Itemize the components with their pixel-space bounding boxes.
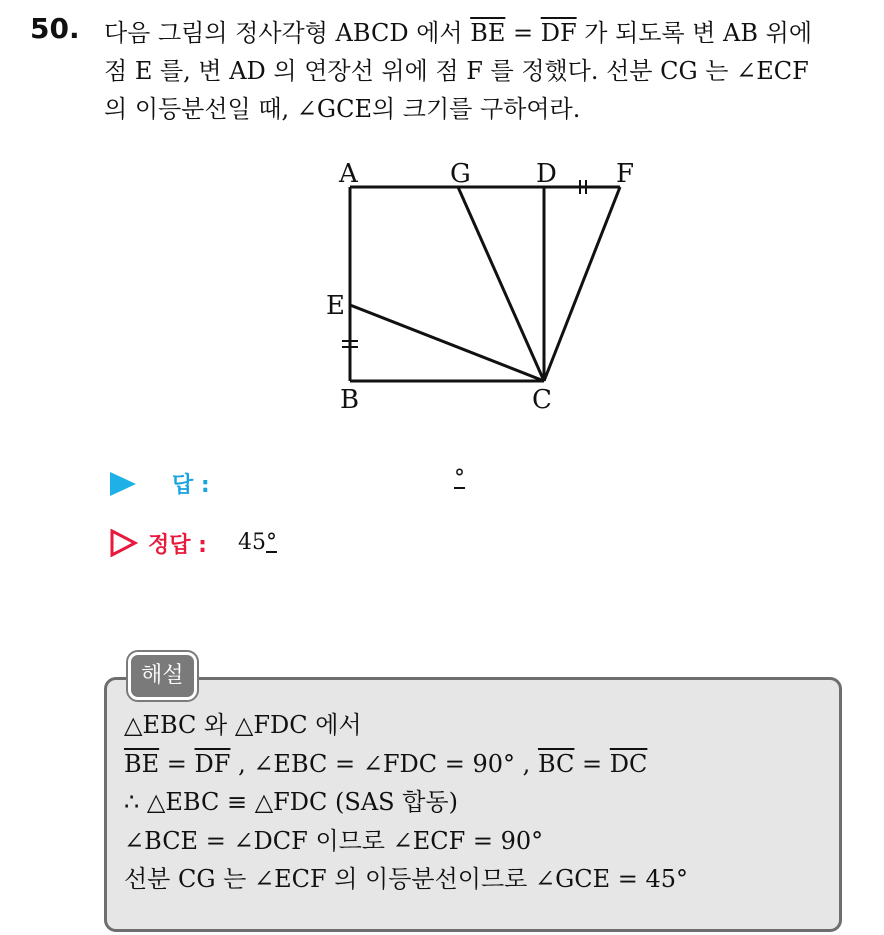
solution-line-5: 선분 CG 는 ∠ECF 의 이등분선이므로 ∠GCE = 45° xyxy=(124,865,689,893)
answer-unit: ° xyxy=(454,466,465,491)
correct-arrow-icon xyxy=(110,529,138,557)
label-e: E xyxy=(326,291,345,321)
solution-line-3: ∴ △EBC ≡ △FDC (SAS 합동) xyxy=(124,788,458,816)
label-b: B xyxy=(340,385,360,415)
answer-arrow-icon xyxy=(110,472,136,496)
correct-answer-label: 정답 : xyxy=(148,533,207,558)
segment-be: $\overline{BE}$ xyxy=(470,19,506,47)
solution-line-4: ∠BCE = ∠DCF 이므로 ∠ECF = 90° xyxy=(124,826,544,855)
segment-df: $\overline{DF}$ xyxy=(540,19,577,47)
label-f: F xyxy=(616,159,635,189)
question-number: 50. xyxy=(30,12,80,45)
question-line-2: 점 E 를, 변 AD 의 연장선 위에 점 F 를 정했다. 선분 CG 는 ∠ECF xyxy=(104,57,809,85)
label-a: A xyxy=(339,159,358,189)
square-figure xyxy=(320,150,650,415)
label-c: C xyxy=(532,385,552,415)
answer-label: 답 : xyxy=(172,473,210,498)
correct-answer-value: 45° xyxy=(238,530,277,555)
solution-line-2: $\overline{BE} = \overline{DF}$ , ∠EBC = ∠FDC = 90° , $\overline{BC} = \overline{DC}$ xyxy=(124,749,648,778)
label-d: D xyxy=(536,159,557,189)
solution-text xyxy=(124,706,824,899)
question-line-1: 다음 그림의 정사각형 ABCD 에서 $\overline{BE} = \overline{DF}$ 가 되도록 변 AB 위에 xyxy=(104,19,813,47)
label-g: G xyxy=(450,159,471,189)
question-line-3: 의 이등분선일 때, ∠GCE의 크기를 구하여라. xyxy=(104,95,581,123)
solution-line-1: △EBC 와 △FDC 에서 xyxy=(124,711,362,739)
solution-tag: 해설 xyxy=(128,652,197,700)
segment-cf xyxy=(544,187,620,381)
question-text xyxy=(104,14,872,128)
